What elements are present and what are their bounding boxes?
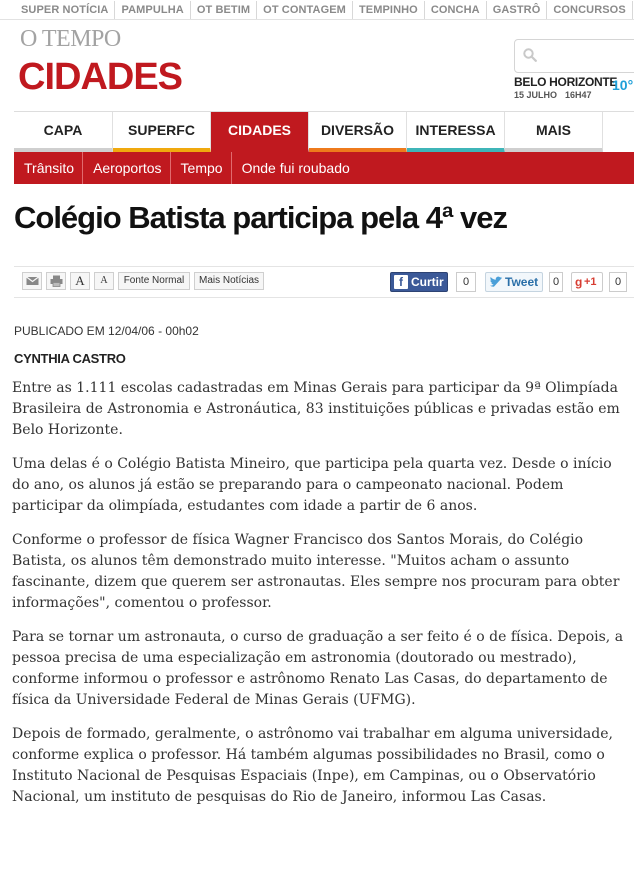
sub-nav: [14, 152, 634, 184]
print-icon: [50, 275, 63, 287]
article-author: CYNTHIA CASTRO: [14, 351, 126, 366]
facebook-like-button[interactable]: [390, 272, 448, 292]
weather-time: 16H47: [565, 90, 592, 100]
tab-diversao[interactable]: DIVERSÃO: [309, 112, 407, 153]
article-paragraph: Conforme o professor de física Wagner Francisco dos Santos Morais, do Colégio Batista, os alunos têm demonstrado muito interesse. "Muitos acham o assunto fascinante, dizem que querem ser astronautas. Eles sempre nos procuram para obter informações", comentou o professor.: [12, 532, 620, 611]
subnav-tempo[interactable]: Tempo: [171, 152, 232, 184]
top-link-gastro[interactable]: GASTRÔ: [487, 1, 548, 20]
weather-city: BELO HORIZONTE: [514, 75, 618, 89]
top-link-super-noticia[interactable]: SUPER NOTÍCIA: [0, 1, 115, 20]
search-input[interactable]: [514, 39, 634, 73]
font-decrease-button[interactable]: A: [70, 272, 90, 290]
subnav-aeroportos[interactable]: Aeroportos: [83, 152, 170, 184]
article-toolbar: [14, 266, 634, 298]
top-link-ot-betim[interactable]: OT BETIM: [191, 1, 257, 20]
main-nav: [14, 111, 634, 153]
published-date: PUBLICADO EM 12/04/06 - 00h02: [14, 324, 199, 338]
tab-mais[interactable]: MAIS: [505, 112, 603, 153]
article-headline: Colégio Batista participa pela 4ª vez: [14, 200, 508, 235]
twitter-icon: [490, 276, 503, 288]
tab-interessa[interactable]: INTERESSA: [407, 112, 505, 153]
email-button[interactable]: [22, 272, 42, 290]
article-paragraph: Depois de formado, geralmente, o astrônomo vai trabalhar em alguma universidade, conforme explica o professor. Há também algumas possibilidades no Brasil, como o Instituto Nacional de Pesquisas Espaciais (Inpe), em Campinas, ou o Observatório Nacional, um instituto de pesquisas do Rio de Janeiro, informou Las Casas.: [12, 726, 613, 805]
article-paragraph: Uma delas é o Colégio Batista Mineiro, que participa pela quarta vez. Desde o início do ano, os alunos já estão se preparando para o campeonato nacional. Podem participar da olimpíada, estudantes com idade a partir de 6 anos.: [12, 456, 612, 514]
email-icon: [26, 275, 39, 287]
print-button[interactable]: [46, 272, 66, 290]
search-icon: [523, 48, 537, 62]
font-increase-button[interactable]: A: [94, 272, 114, 290]
gplus-icon: g: [575, 275, 583, 289]
top-link-ot-contagem[interactable]: OT CONTAGEM: [257, 1, 353, 20]
gplus-label: +1: [584, 276, 597, 288]
weather-temperature: 10°: [612, 77, 634, 93]
tweet-label: Tweet: [505, 275, 539, 289]
weather-date: 15 JULHO: [514, 90, 558, 100]
section-logo[interactable]: CIDADES: [18, 56, 183, 98]
top-link-concha[interactable]: CONCHA: [425, 1, 487, 20]
top-link-concursos[interactable]: CONCURSOS: [547, 1, 632, 20]
site-logo[interactable]: O TEMPO: [20, 26, 121, 52]
gplus-button[interactable]: [571, 272, 603, 292]
tab-capa[interactable]: CAPA: [14, 112, 113, 153]
subnav-transito[interactable]: Trânsito: [14, 152, 83, 184]
article-paragraph: Para se tornar um astronauta, o curso de graduação a ser feito é o de física. Depois, a pessoa precisa de uma especialização em astronomia (doutorado ou mestrado), conforme informou o professor e astrônomo Renato Las Casas, do departamento de física da Universidade Federal de Minas Gerais (UFMG).: [12, 629, 624, 708]
top-link-tempinho[interactable]: TEMPINHO: [353, 1, 425, 20]
tweet-count: 0: [549, 272, 563, 292]
tab-cidades[interactable]: CIDADES: [211, 112, 309, 153]
font-normal-button[interactable]: Fonte Normal: [118, 272, 190, 290]
facebook-like-label: Curtir: [411, 275, 444, 289]
subnav-onde-fui-roubado[interactable]: Onde fui roubado: [241, 160, 350, 176]
top-links-bar: [0, 0, 634, 20]
article-paragraph: Entre as 1.111 escolas cadastradas em Minas Gerais para participar da 9ª Olimpíada Brasileira de Astronomia e Astronáutica, 83 instituições públicas e privadas estão em Belo Horizonte.: [12, 380, 620, 438]
facebook-count: 0: [456, 272, 476, 292]
top-link-pampulha[interactable]: PAMPULHA: [115, 1, 190, 20]
tab-superfc[interactable]: SUPERFC: [113, 112, 211, 153]
gplus-count: 0: [609, 272, 627, 292]
facebook-icon: f: [394, 275, 408, 289]
more-news-button[interactable]: Mais Notícias: [194, 272, 264, 290]
article-body: [12, 378, 628, 821]
tweet-button[interactable]: [485, 272, 543, 292]
